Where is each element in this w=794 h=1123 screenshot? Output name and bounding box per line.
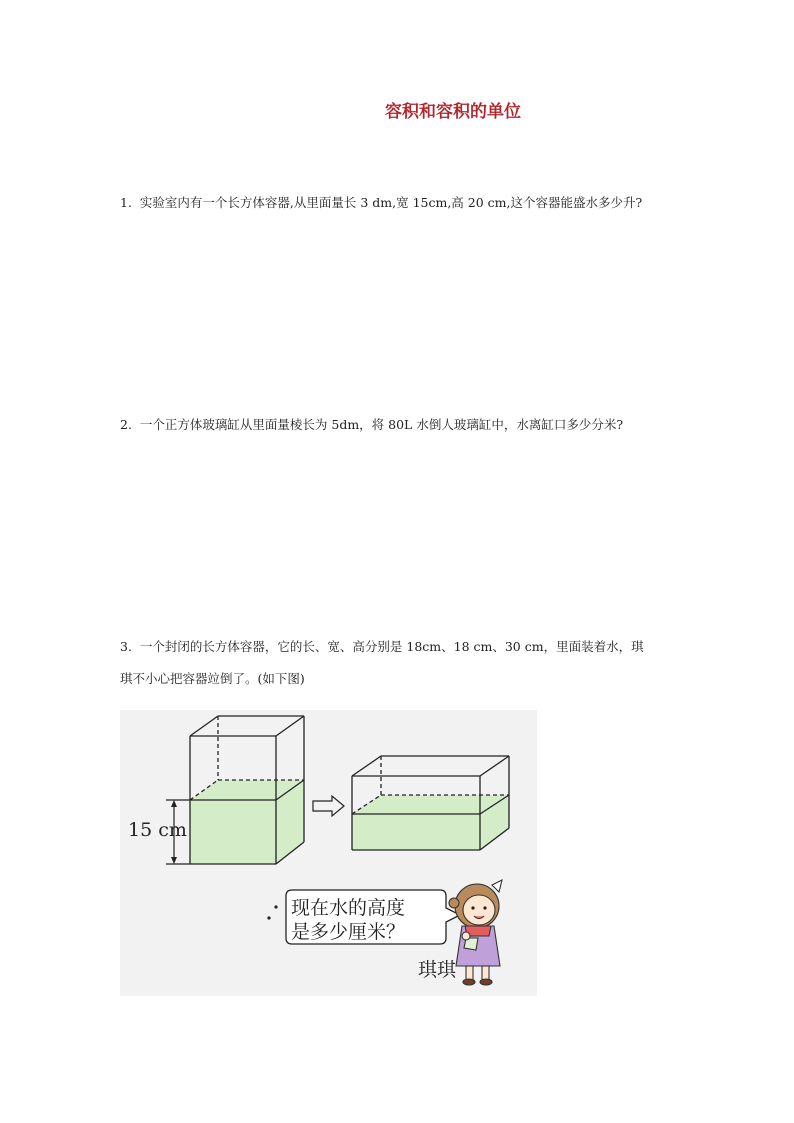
height-label: 15 cm: [128, 819, 187, 841]
question-number: 2.: [120, 417, 132, 432]
question-number: 3.: [120, 639, 132, 654]
speech-bubble: [286, 890, 460, 944]
question-2: [120, 409, 680, 441]
speech-line-1: 现在水的高度: [291, 897, 406, 919]
container-figure: [120, 710, 537, 996]
girl-illustration: [449, 880, 502, 985]
question-number: 1.: [120, 195, 132, 210]
upright-box: [190, 716, 304, 864]
upright-water-front: [190, 800, 276, 864]
page-title: 容积和容积的单位: [385, 102, 521, 122]
question-text: 一个正方体玻璃缸从里面量棱长为 5dm，将 80L 水倒人玻璃缸中，水离缸口多少分米?: [139, 417, 624, 432]
question-1: [120, 187, 680, 219]
question-3: [120, 631, 680, 695]
speech-dots: [267, 905, 277, 919]
question-line: 琪不小心把容器竝倒了。(如下图): [120, 671, 305, 686]
transform-arrow: [313, 796, 344, 816]
tipped-box: [352, 756, 509, 850]
speech-line-2: 是多少厘米？: [291, 921, 406, 943]
figure-drawing: [120, 710, 537, 996]
question-line: [120, 631, 680, 663]
character-name: 琪琪: [418, 959, 457, 981]
question-text: 实验室内有一个长方体容器,从里面量长 3 dm,宽 15cm,高 20 cm,这个容器能盛水多少升?: [139, 195, 643, 210]
tipped-water-front: [352, 814, 480, 850]
question-text: 一个封闭的长方体容器，它的长、宽、高分别是 18cm、18 cm、30 cm，里面装着水，琪: [139, 639, 644, 654]
